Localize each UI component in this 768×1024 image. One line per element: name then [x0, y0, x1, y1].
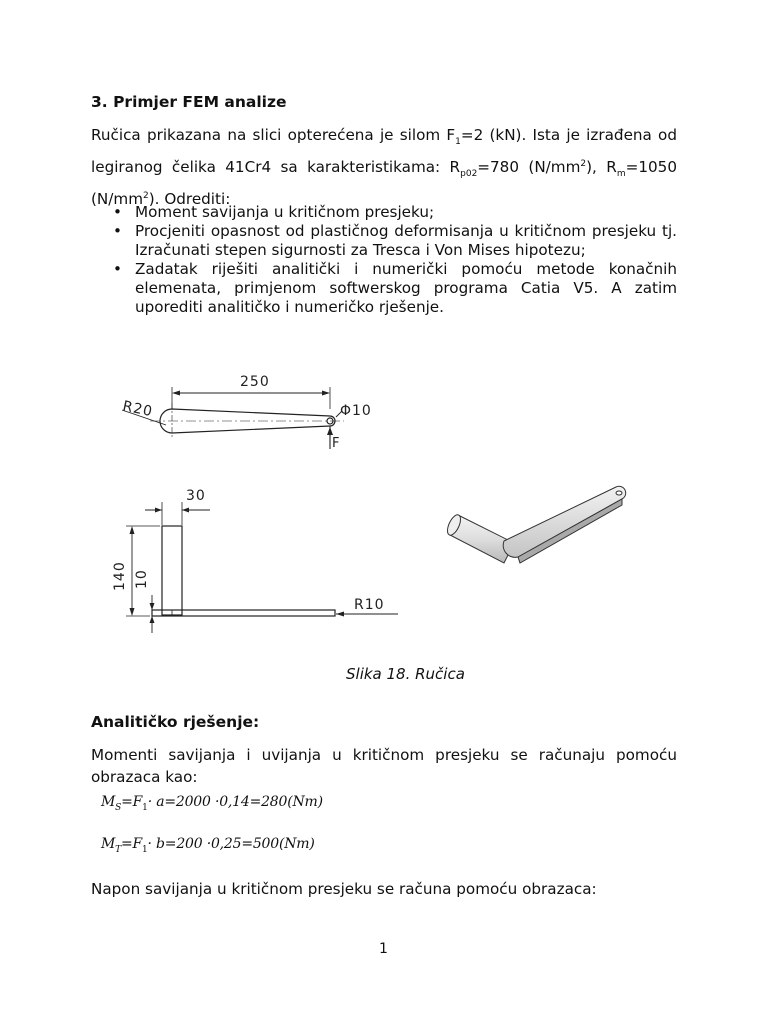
lever-drawing	[100, 365, 660, 640]
dim-diameter-label: Φ10	[340, 403, 372, 419]
dim-radius-bottom-label: R10	[354, 597, 385, 613]
task-item: • Moment savijanja u kritičnom presjeku;	[113, 203, 435, 221]
arrow-icon	[155, 508, 162, 513]
force-label: F	[332, 436, 340, 451]
shaft-outline	[162, 526, 182, 615]
dim-width-label: 30	[186, 488, 206, 504]
formula-bending-moment: $M_S=F_1\cdot a=2000 \cdot 0,14=280(Nm)$	[101, 794, 323, 813]
arrow-icon	[130, 526, 135, 534]
arrow-icon	[322, 391, 330, 396]
stress-paragraph: Napon savijanja u kritičnom presjeku se računa pomoću obrazaca:	[91, 880, 597, 898]
analytic-heading: Analitičko rješenje:	[91, 713, 260, 731]
intro-paragraph	[91, 124, 677, 210]
isometric-view	[445, 486, 626, 563]
top-view	[122, 387, 344, 449]
arrow-icon	[150, 616, 155, 623]
section-title: 3. Primjer FEM analize	[91, 93, 287, 111]
figure-caption: Slika 18. Ručica	[346, 665, 465, 683]
dim-length-label: 250	[240, 374, 270, 390]
analytic-paragraph: Momenti savijanja i uvijanja u kritičnom presjeku se računaju pomoću obrazaca kao:	[91, 746, 677, 786]
formula-torsion-moment: $M_T=F_1\cdot b=200 \cdot 0,25=500(Nm)$	[101, 836, 315, 855]
arrow-icon	[182, 508, 189, 513]
intro-line-2: legiranog čelika 41Cr4 sa karakteristikama: $R_{p02}=780$ $(N/mm^2)$, $R_m=1050$	[91, 158, 677, 180]
pin-hole	[616, 491, 622, 495]
arrow-icon	[327, 427, 333, 435]
arrow-icon	[336, 612, 344, 617]
dim-radius-top-label: R20	[121, 398, 155, 421]
intro-line-3: $(N/mm^2)$. Odrediti:	[91, 190, 231, 209]
arrow-icon	[150, 603, 155, 610]
task-item: • Zadatak riješiti analitički i numerički pomoću metode konačnih elemenata, primjenom softwerskog programa Catia V5. A zatim uporediti analitičko i numeričko rješenje.	[113, 260, 677, 316]
task-list	[113, 203, 677, 317]
front-view	[126, 502, 398, 633]
task-item: • Procjeniti opasnost od plastičnog deformisanja u kritičnom presjeku tj. Izračunati stepen sigurnosti za Tresca i Von Mises hipotezu;	[113, 222, 677, 259]
page-number: 1	[379, 941, 388, 957]
dim-thickness-label: 10	[134, 569, 150, 589]
arm-body	[503, 486, 626, 557]
dim-height-label: 140	[112, 561, 128, 591]
arrow-icon	[130, 608, 135, 616]
intro-line-1: Ručica prikazana na slici opterećena je silom $F_1=2$ (kN). Ista je izrađena od	[91, 126, 677, 148]
arrow-icon	[172, 391, 180, 396]
